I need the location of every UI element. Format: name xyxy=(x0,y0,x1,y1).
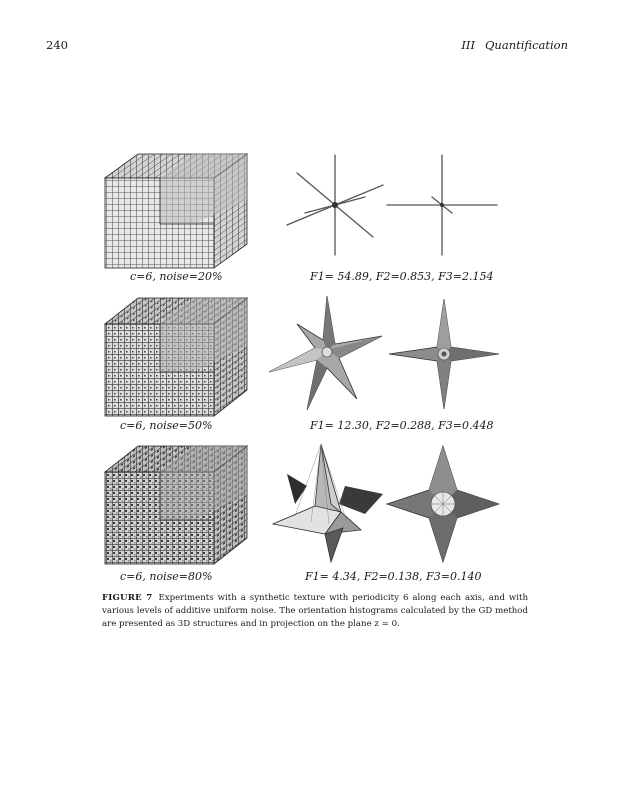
metrics-label-50: F1= 12.30, F2=0.288, F3=0.448 xyxy=(310,419,494,432)
orientation-histogram-projection-noise-50 xyxy=(385,294,503,414)
figure-row-2 xyxy=(100,294,500,434)
texture-cube-noise-80 xyxy=(100,442,250,567)
noise-label-80: c=6, noise=80% xyxy=(120,570,213,583)
orientation-histogram-3d-noise-20 xyxy=(280,150,390,260)
chapter-number: III xyxy=(461,38,475,52)
page-number: 240 xyxy=(46,38,68,52)
figure-caption xyxy=(102,592,528,631)
figure-row-1 xyxy=(100,150,500,285)
orientation-histogram-projection-noise-20 xyxy=(385,150,500,260)
texture-cube-noise-20 xyxy=(100,150,250,270)
caption-text: Experiments with a synthetic texture with periodicity 6 along each axis, and with various levels of additive uniform noise. The orientation histograms calculated by the GD method are presented as 3D structures and in projection on the plane z = 0. xyxy=(102,593,529,629)
texture-cube-noise-50 xyxy=(100,294,250,419)
noise-label-50: c=6, noise=50% xyxy=(120,419,213,432)
noise-label-20: c=6, noise=20% xyxy=(130,270,223,283)
figure-label: FIGURE 7 xyxy=(102,593,153,603)
metrics-label-80: F1= 4.34, F2=0.138, F3=0.140 xyxy=(305,570,482,583)
running-head xyxy=(461,38,568,52)
orientation-histogram-projection-noise-80 xyxy=(383,442,503,567)
chapter-title: Quantification xyxy=(485,38,568,52)
orientation-histogram-3d-noise-50 xyxy=(265,294,390,414)
figure-row-3 xyxy=(100,442,500,587)
metrics-label-20: F1= 54.89, F2=0.853, F3=2.154 xyxy=(310,270,494,283)
orientation-histogram-3d-noise-80 xyxy=(260,442,390,567)
